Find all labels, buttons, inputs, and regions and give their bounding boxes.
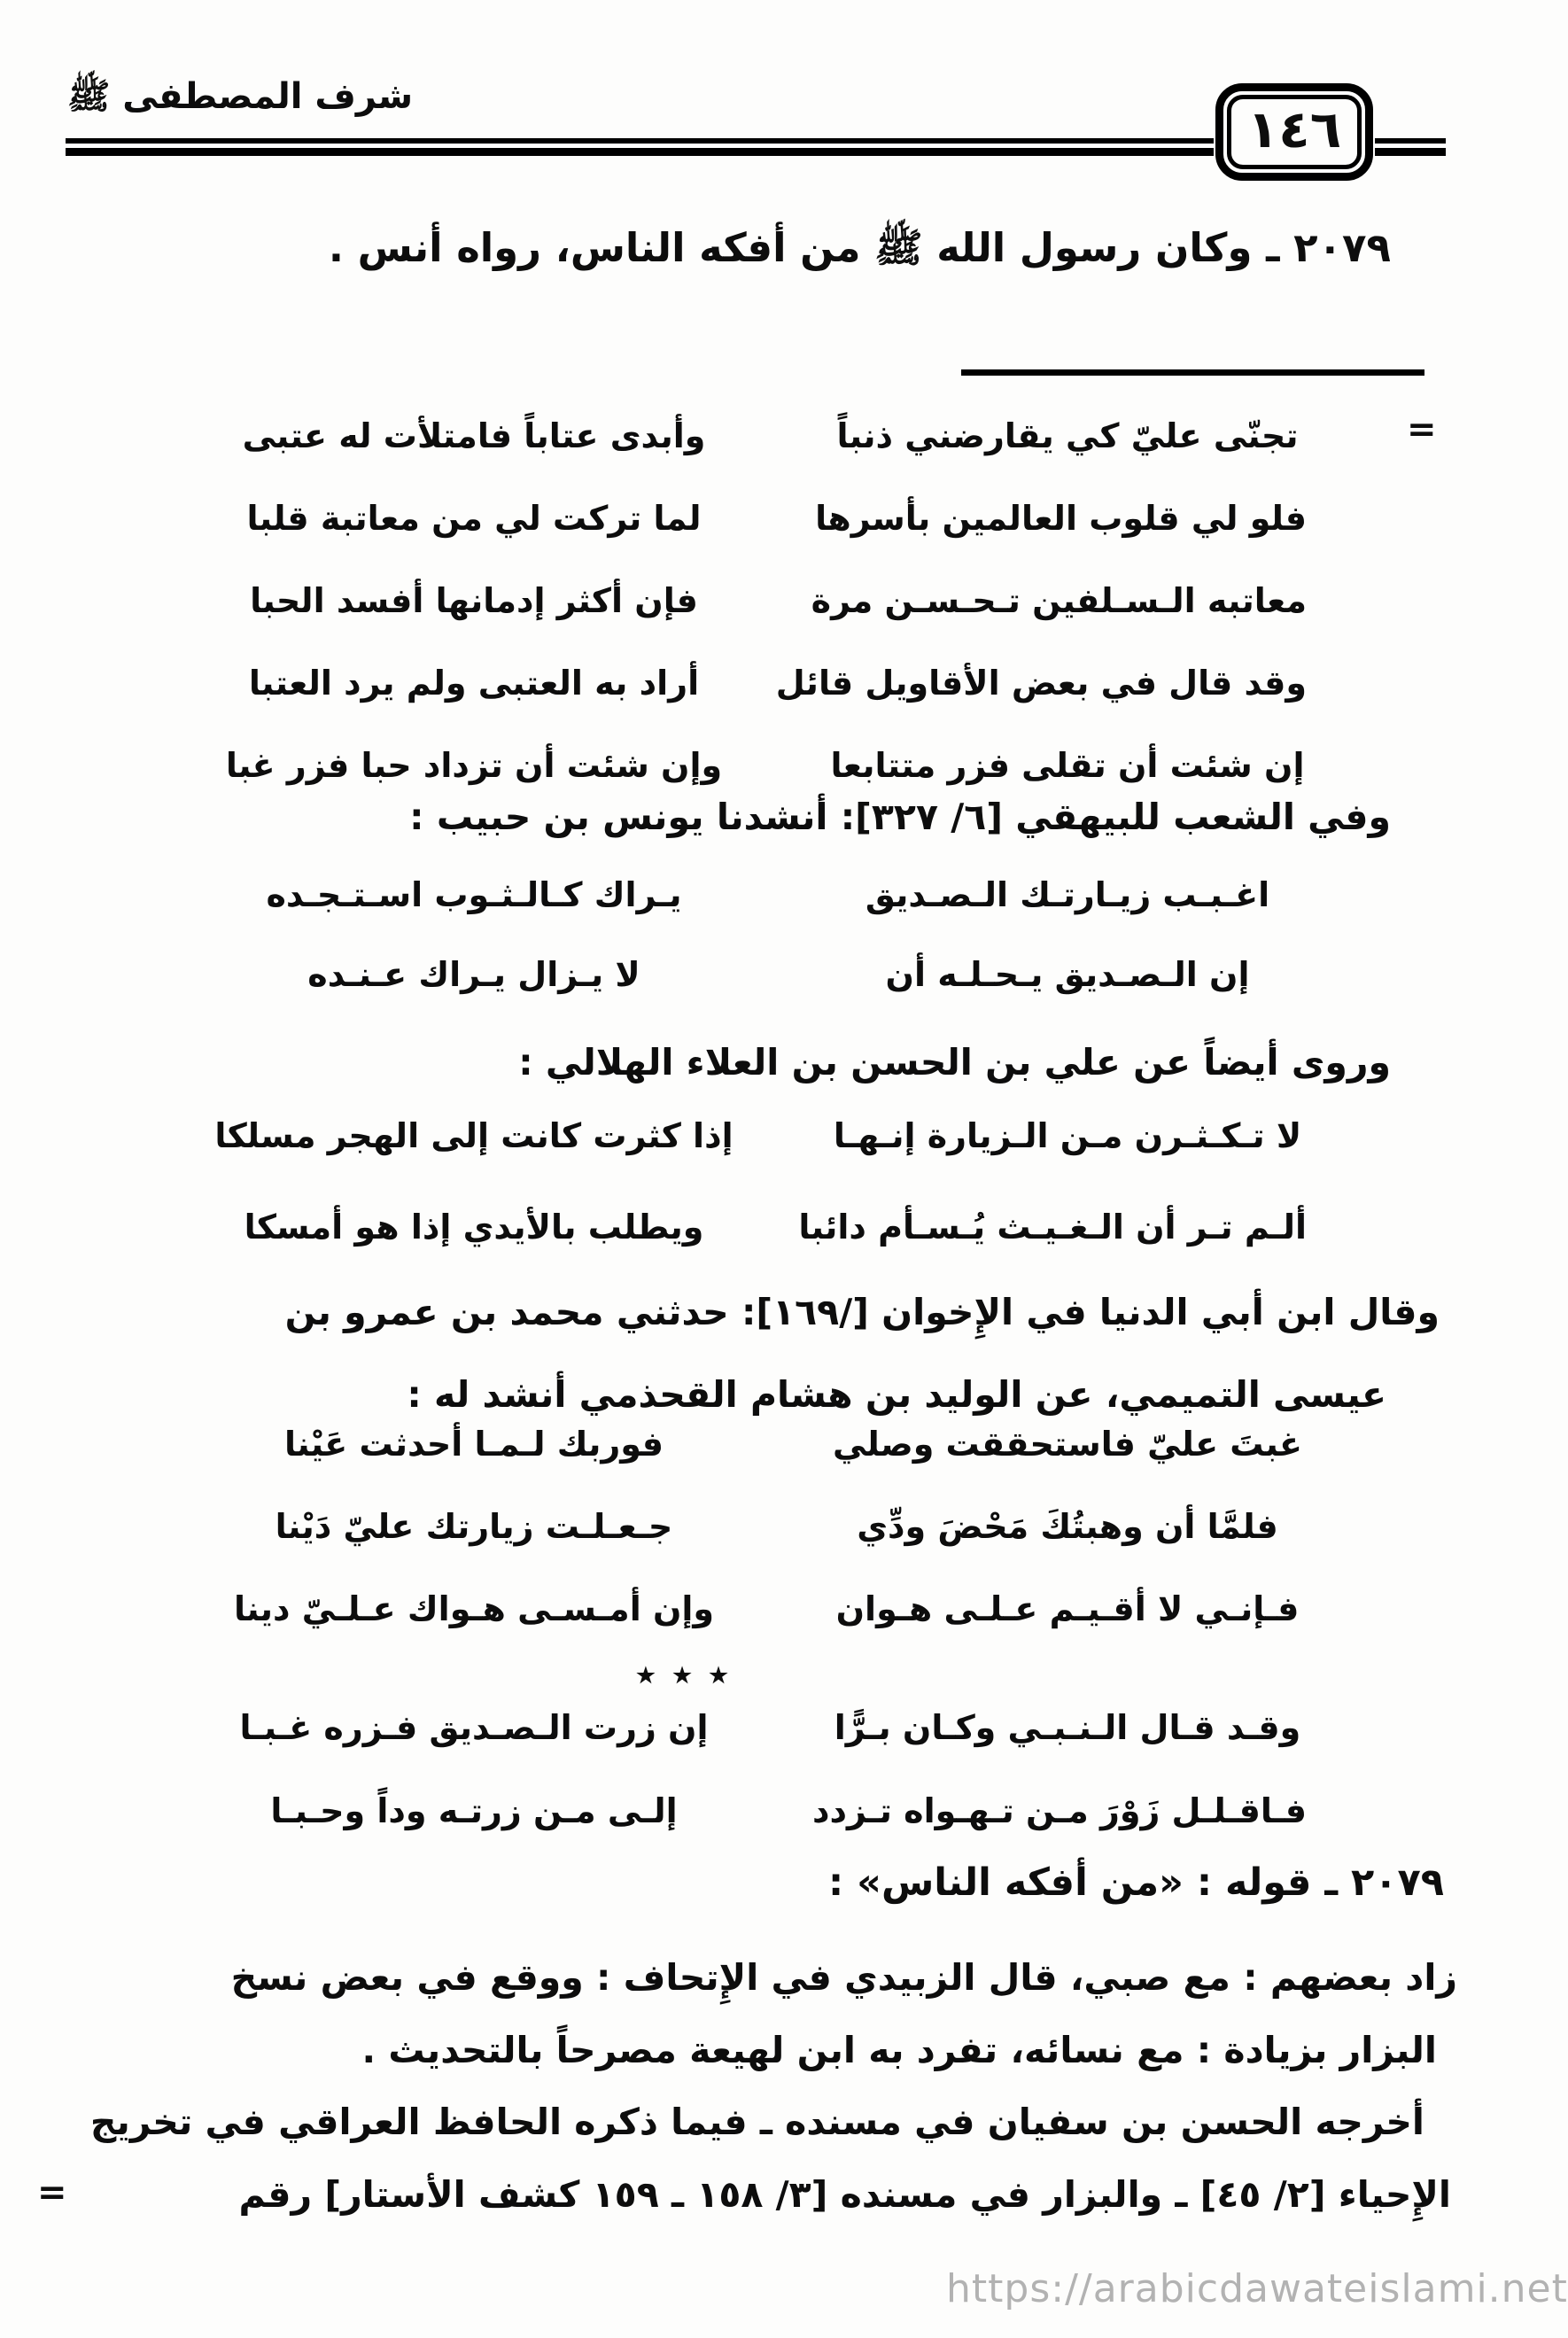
poem1-couplet4-left: أراد به العتبى ولم يرد العتبا [248, 664, 700, 703]
poem1-couplet2-right: فلو لي قلوب العالمين بأسرها [815, 499, 1307, 538]
poem1-couplet3-right: معاتبه الـسـلفين تـحـسـن مرة [811, 581, 1307, 620]
poem2-couplet1-left: يـراك كـالـثـوب اسـتـجـده [266, 875, 682, 914]
poem4-couplet2-right: فلمَّا أن وهبتُكَ مَحْضَ ودِّي [857, 1507, 1278, 1546]
poem4-couplet1-left: فوربك لـمـا أحدثت عَيْنا [283, 1425, 664, 1464]
footnote-continuation-mark-top: = [1407, 409, 1437, 450]
header-rule-right-top-bar [1375, 138, 1446, 144]
footnote-prose-hilali: وروى أيضاً عن علي بن الحسن بن العلاء الهلالي : [518, 1041, 1391, 1084]
poem5-couplet2-right: فـاقـلـل زَوْرَ مـن تـهـواه تـزدد [812, 1791, 1307, 1830]
footnote-prose-ibn-abi-dunya-1: وقال ابن أبي الدنيا في الإِخوان [/١٦٩]: حدثني محمد بن عمرو بن [284, 1291, 1440, 1333]
poem1-couplet5-left: وإن شئت أن تزداد حبا فزر غبا [225, 746, 723, 785]
footnote-continuation-mark-bottom: = [37, 2172, 67, 2213]
commentary-line4: الإِحياء [٢/ ٤٥] ـ والبزار في مسنده [٣/ ١٥٨ ـ ١٥٩ كشف الأستار] رقم [238, 2173, 1451, 2216]
poem1-couplet2-left: لما تركت لي من معاتبة قلبا [246, 499, 702, 538]
poem2-couplet1-right: اغـبـب زيـارتـك الـصـديق [865, 875, 1270, 914]
footnote-prose-bayhaqi: وفي الشعب للبيهقي [٦/ ٣٢٧]: أنشدنا يونس بن حبيب : [409, 796, 1391, 838]
poem3-couplet1-right: لا تـكـثـرن مـن الـزيارة إنـهـا [833, 1116, 1302, 1155]
header-rule-left-top-bar [66, 138, 1214, 144]
poem3-couplet2-left: ويطلب بالأيدي إذا هو أمسكا [244, 1208, 704, 1247]
footnote-prose-ibn-abi-dunya-2: عيسى التميمي، عن الوليد بن هشام القحذمي أنشد له : [407, 1373, 1386, 1416]
watermark-url: https://arabicdawateislami.net [946, 2266, 1568, 2311]
poem5-couplet1-left: إن زرت الـصـديق فـزره غـبـا [239, 1708, 709, 1747]
header-rule-right-bottom-bar [1375, 148, 1446, 156]
commentary-line3: أخرجه الحسن بن سفيان في مسنده ـ فيما ذكره الحافظ العراقي في تخريج [89, 2101, 1424, 2143]
footnote-separator-rule [961, 369, 1424, 376]
poem4-couplet3-left: وإن أمـسـى هـواك عـلـيّ دينا [233, 1589, 715, 1628]
header-rule-right [1375, 138, 1446, 156]
commentary-line1: زاد بعضهم : مع صبي، قال الزبيدي في الإِتحاف : ووقع في بعض نسخ [230, 1956, 1457, 1999]
header-rule-left-bottom-bar [66, 148, 1214, 156]
poem1-couplet4-right: وقد قال في بعض الأقاويل قائل [775, 664, 1307, 703]
poem1-couplet3-left: فإن أكثر إدمانها أفسد الحبا [250, 581, 698, 620]
poem4-couplet3-right: فـإنـي لا أقـيـم عـلـى هـوان [835, 1589, 1300, 1628]
poem3-couplet1-left: إذا كثرت كانت إلى الهجر مسلكا [214, 1116, 734, 1155]
hadith-heading: ٢٠٧٩ ـ وكان رسول الله ﷺ من أفكه الناس، رواه أنس . [328, 224, 1391, 271]
poem1-couplet5-right: إن شئت أن تقلى فزر متتابعا [830, 746, 1305, 785]
poem2-couplet2-left: لا يـزال يـراك عـنـده [307, 955, 640, 994]
commentary-line2: البزار بزيادة : مع نسائه، تفرد به ابن لهيعة مصرحاً بالتحديث . [361, 2029, 1437, 2071]
poem1-couplet1-left: وأبدى عتاباً فامتلأت له عتبى [242, 416, 706, 455]
poem4-couplet1-right: غبتَ عليّ فاستحققت وصلي [833, 1425, 1302, 1464]
poem5-couplet2-left: إلـى مـن زرتـه وداً وحـبـا [270, 1791, 678, 1830]
header-rule-left [66, 138, 1214, 156]
poem1-couplet1-right: تجنّى عليّ كي يقارضني ذنباً [836, 416, 1299, 455]
poem3-couplet2-right: ألـم تـر أن الـغـيـث يُـسـأم دائبا [798, 1208, 1307, 1247]
book-title: شرف المصطفى ﷺ [67, 76, 414, 117]
commentary-heading: ٢٠٧٩ ـ قوله : «من أفكه الناس» : [828, 1860, 1444, 1905]
page-number-box [1215, 83, 1373, 181]
poem2-couplet2-right: إن الـصـديق يـحـلـه أن [885, 955, 1250, 994]
poem4-couplet2-left: جـعـلـت زيارتك عليّ دَيْنا [275, 1507, 673, 1546]
stars-separator: ٭ ٭ ٭ [634, 1650, 730, 1697]
page-number: ١٤٦ [1227, 95, 1362, 169]
poem5-couplet1-right: وقـد قـال الـنـبـي وكـان بـرًّا [834, 1708, 1301, 1747]
